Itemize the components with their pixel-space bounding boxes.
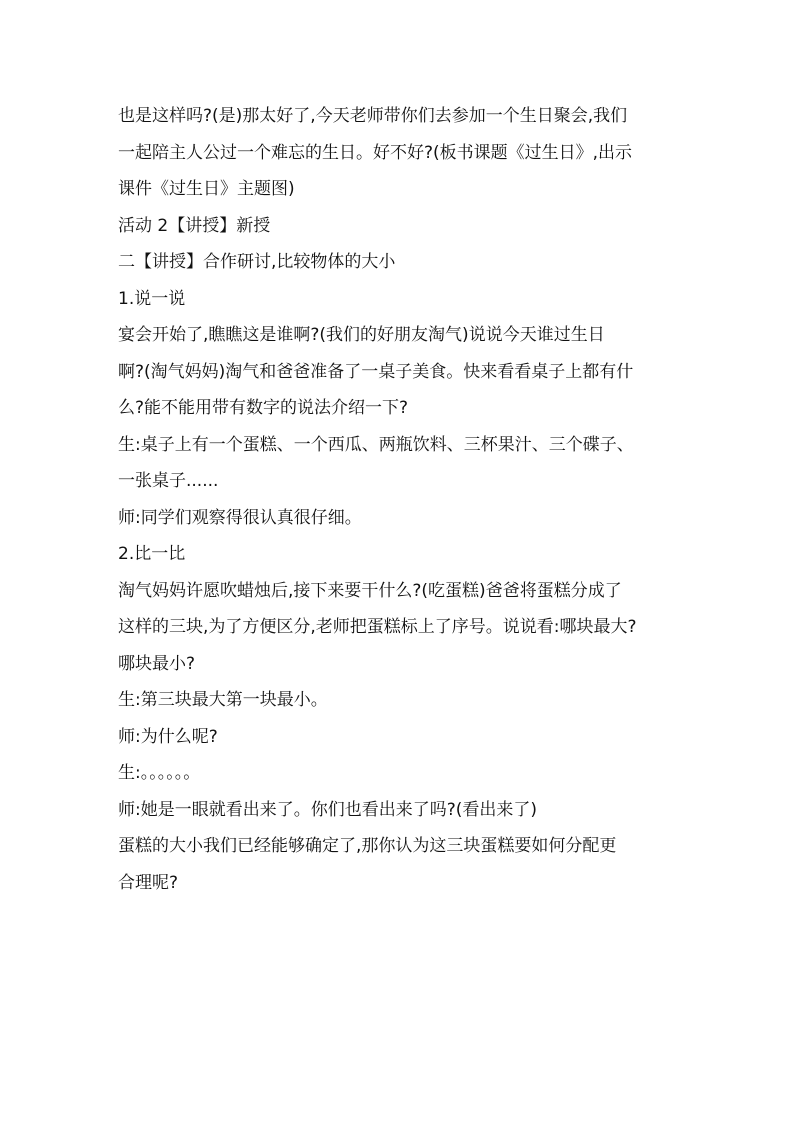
text-line: 这样的三块,为了方便区分,老师把蛋糕标上了序号。说说看:哪块最大? [118,617,637,637]
text-line: 课件《过生日》主题图) [118,179,295,199]
text-line: 淘气妈妈许愿吹蜡烛后,接下来要干什么?(吃蛋糕)爸爸将蛋糕分成了 [118,580,622,601]
text-line: 哪块最小? [118,653,196,674]
document-body [118,98,680,901]
teacher-remark: 师:她是一眼就看出来了。你们也看出来了吗?(看出来了) [118,799,538,820]
student-response: 生:桌子上有一个蛋糕、一个西瓜、两瓶饮料、三杯果汁、三个碟子、 [118,434,634,455]
text-line: 么?能不能用带有数字的说法介绍一下? [118,398,409,418]
activity-heading: 活动 2【讲授】新授 [118,215,271,236]
text-line: 宴会开始了,瞧瞧这是谁啊?(我们的好朋友淘气)说说今天谁过生日 [118,325,605,345]
text-line: 蛋糕的大小我们已经能够确定了,那你认为这三块蛋糕要如何分配更 [118,836,617,856]
student-response: 生:。。。。。。 [118,763,201,783]
subsection-heading: 1.说一说 [118,288,186,309]
text-line: 啊?(淘气妈妈)淘气和爸爸准备了一桌子美食。快来看看桌子上都有什 [118,361,634,382]
text-line: 合理呢? [118,872,179,893]
teacher-remark: 师:同学们观察得很认真很仔细。 [118,507,362,528]
subsection-heading: 2.比一比 [118,544,186,564]
text-line: 也是这样吗?(是)那太好了,今天老师带你们去参加一个生日聚会,我们 [118,106,628,126]
text-line: 一起陪主人公过一个难忘的生日。好不好?(板书课题《过生日》,出示 [118,142,633,163]
section-heading: 二【讲授】合作研讨,比较物体的大小 [118,252,396,272]
teacher-remark: 师:为什么呢? [118,726,218,747]
text-line: 一张桌子...... [118,471,219,491]
student-response: 生:第三块最大第一块最小。 [118,690,328,710]
